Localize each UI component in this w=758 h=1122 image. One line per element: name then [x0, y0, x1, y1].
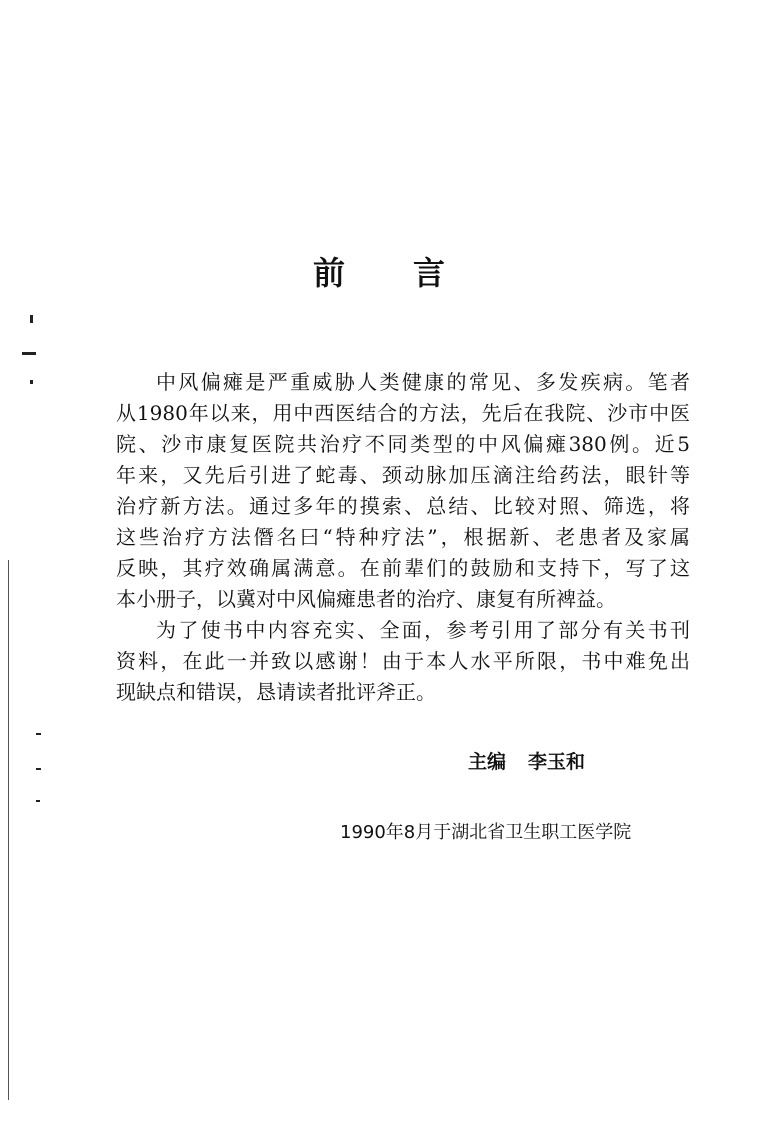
scan-artifact — [30, 380, 33, 384]
text-line: 资料，在此一并致以感谢！由于本人水平所限，书中难免出 — [116, 649, 690, 673]
preface-body — [116, 367, 690, 708]
text-line: 这些治疗方法僭名曰“特种疗法”，根据新、老患者及家属 — [116, 525, 690, 549]
text-line: 从1980年以来，用中西医结合的方法，先后在我院、沙市中医 — [116, 401, 690, 425]
date-place: 1990年8月于湖北省卫生职工医学院 — [340, 822, 632, 843]
title-char: 言 — [413, 254, 446, 292]
scan-artifact — [22, 352, 36, 355]
text-line: 反映，其疗效确属满意。在前辈们的鼓励和支持下，写了这 — [116, 556, 690, 580]
scan-artifact — [36, 768, 41, 770]
title-char: 前 — [312, 254, 345, 292]
scan-artifact — [36, 733, 41, 735]
text-line: 为了使书中内容充实、全面，参考引用了部分有关书刊 — [156, 618, 690, 642]
scan-artifact — [36, 800, 40, 802]
signature — [468, 747, 585, 774]
text-line: 现缺点和错误，恳请读者批评斧正。 — [116, 680, 436, 704]
text-line: 年来，又先后引进了蛇毒、颈动脉加压滴注给药法，眼针等 — [116, 463, 690, 487]
signature-name: 李玉和 — [528, 751, 586, 773]
signature-role: 主编 — [468, 751, 507, 773]
text-line: 治疗新方法。通过多年的摸索、总结、比较对照、筛选，将 — [116, 494, 690, 518]
page-title — [0, 248, 758, 294]
scan-artifact — [8, 560, 9, 1100]
text-line: 院、沙市康复医院共治疗不同类型的中风偏瘫380例。近5 — [116, 432, 690, 456]
text-line: 本小册子，以冀对中风偏瘫患者的治疗、康复有所裨益。 — [116, 587, 616, 611]
scan-artifact — [30, 315, 33, 323]
text-line: 中风偏瘫是严重威胁人类健康的常见、多发疾病。笔者 — [156, 370, 690, 394]
